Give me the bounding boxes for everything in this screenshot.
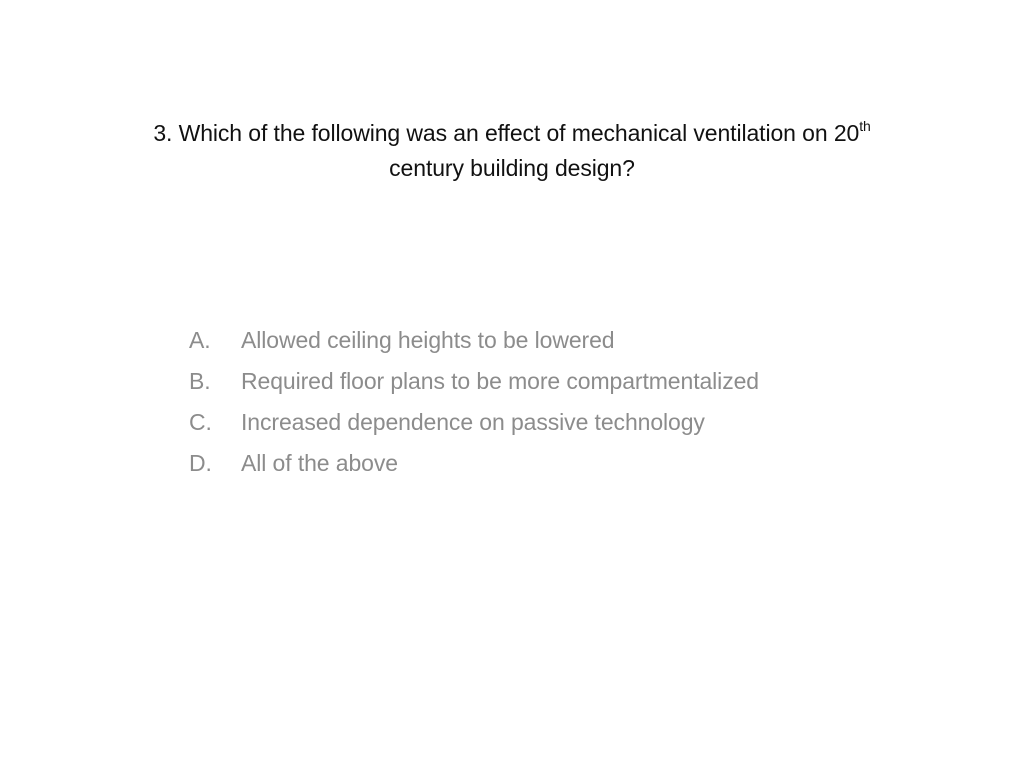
answer-option-b <box>189 361 759 402</box>
question-line-1 <box>60 116 964 151</box>
question-line-2: century building design? <box>389 155 635 181</box>
option-text: Increased dependence on passive technology <box>241 409 705 435</box>
question-line-1-text: 3. Which of the following was an effect of mechanical ventilation on 20 <box>153 120 860 146</box>
answer-option-a <box>189 320 759 361</box>
answer-option-d <box>189 443 759 484</box>
ordinal-superscript: th <box>859 118 871 135</box>
option-letter: D. <box>189 450 212 476</box>
option-text: Allowed ceiling heights to be lowered <box>241 327 615 353</box>
answer-option-c <box>189 402 759 443</box>
option-letter: A. <box>189 327 211 353</box>
option-text: All of the above <box>241 450 398 476</box>
question-title <box>60 116 964 186</box>
option-letter: B. <box>189 368 211 394</box>
option-letter: C. <box>189 409 212 435</box>
answer-options-list <box>189 320 759 484</box>
option-text: Required floor plans to be more compartmentalized <box>241 368 759 394</box>
